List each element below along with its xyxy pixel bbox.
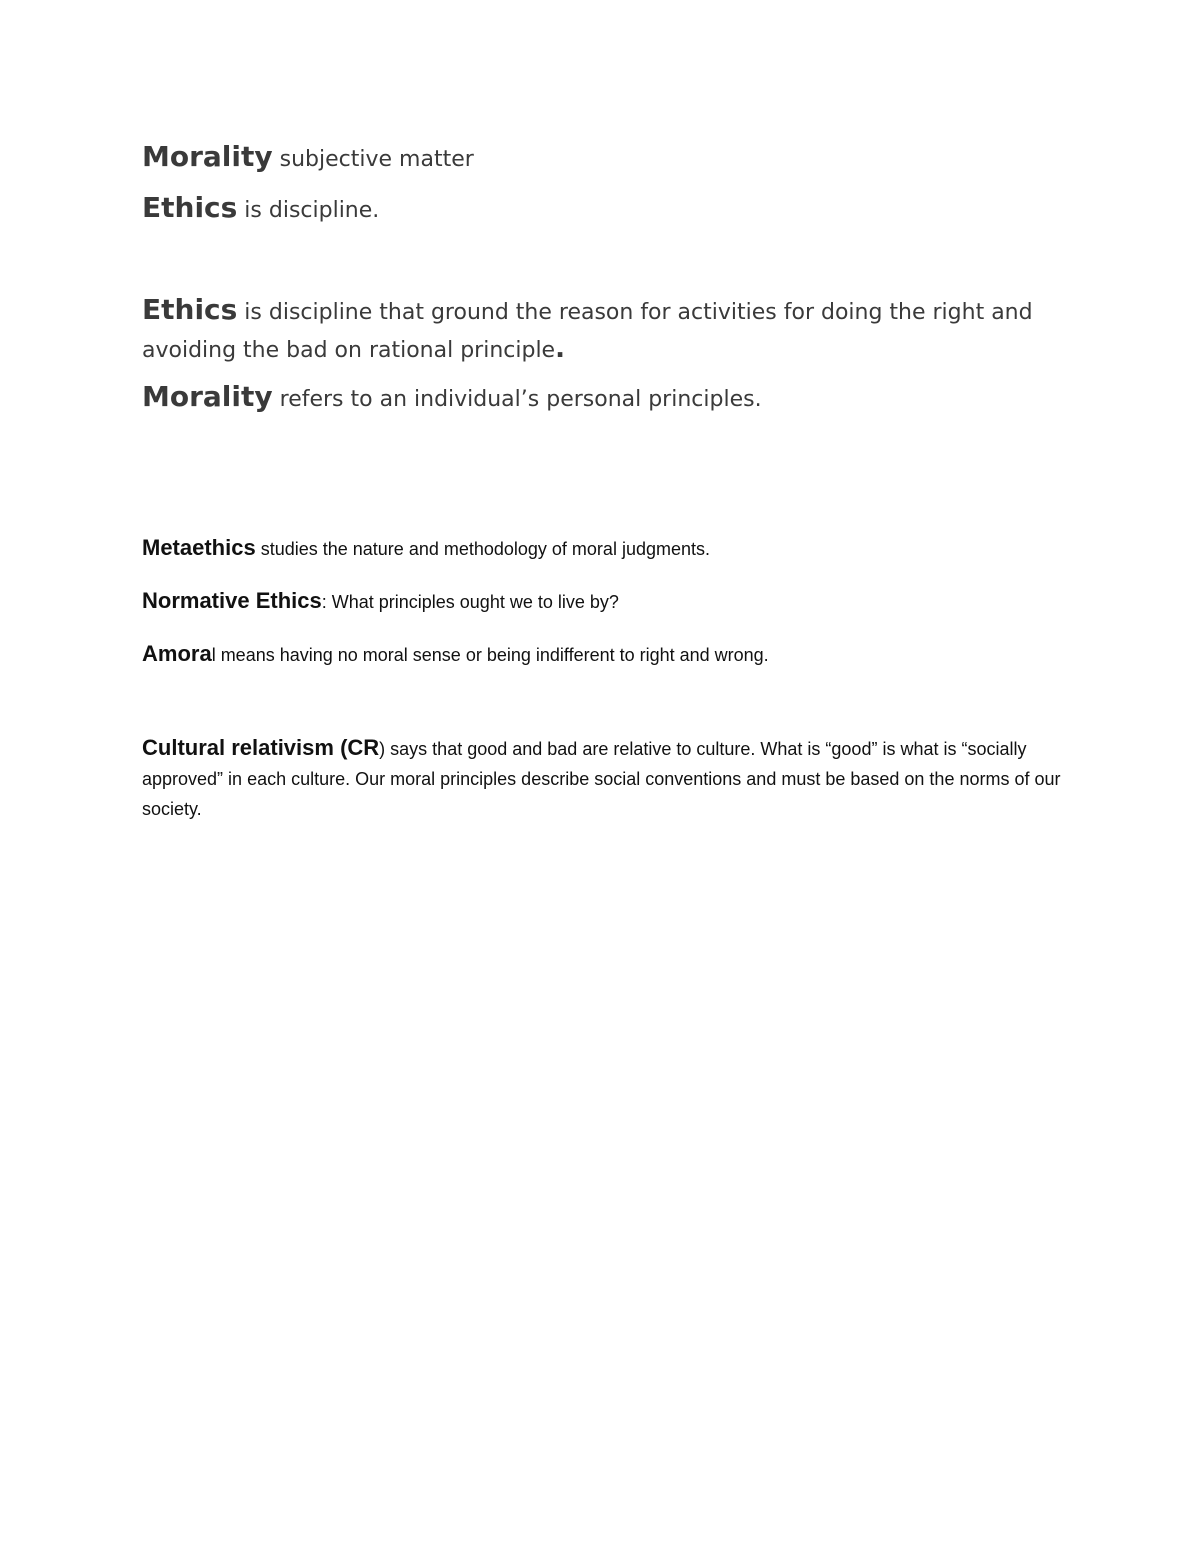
metaethics-definition — [142, 535, 710, 561]
normative-ethics-term: Normative Ethics — [142, 588, 322, 613]
morality-full-definition — [142, 380, 762, 413]
morality-full-term: Morality — [142, 380, 273, 413]
amoral-term: Amora — [142, 641, 212, 666]
ethics-short-text: is discipline. — [237, 198, 380, 223]
cultural-relativism-close-paren: ) — [379, 739, 386, 759]
ethics-full-term: Ethics — [142, 293, 238, 326]
ethics-full-text: is discipline that ground the reason for activities for doing the right and avoiding the bad on rational principle — [142, 300, 1033, 363]
morality-short-text: subjective matter — [272, 147, 474, 172]
cultural-relativism-term: Cultural relativism (CR — [142, 735, 380, 760]
cultural-relativism-definition — [142, 733, 1072, 824]
normative-ethics-definition — [142, 588, 619, 614]
ethics-full-period: . — [555, 334, 565, 364]
cultural-relativism-text: says that good and bad are relative to culture. What is “good” is what is “socially approved” in each culture. Our moral principles describe social conventions and must be based on the norms of our society. — [142, 739, 1061, 819]
amoral-definition — [142, 641, 769, 667]
morality-short-definition — [142, 140, 474, 173]
metaethics-term: Metaethics — [142, 535, 256, 560]
ethics-full-definition — [142, 292, 1072, 369]
ethics-short-definition — [142, 191, 379, 224]
morality-full-text: refers to an individual’s personal principles. — [272, 387, 762, 412]
metaethics-text: studies the nature and methodology of moral judgments. — [255, 539, 710, 559]
normative-ethics-text: : What principles ought we to live by? — [321, 592, 619, 612]
amoral-text: l means having no moral sense or being indifferent to right and wrong. — [211, 645, 769, 665]
morality-term: Morality — [142, 140, 273, 173]
ethics-term: Ethics — [142, 191, 238, 224]
